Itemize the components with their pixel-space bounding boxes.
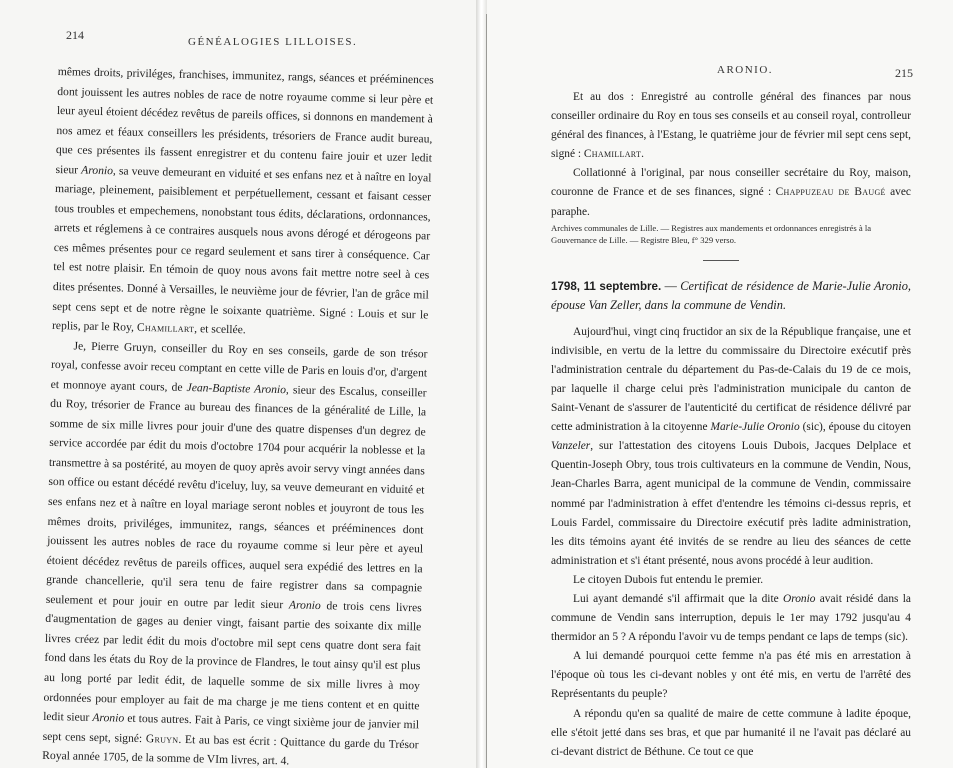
left-text-column [42, 62, 434, 768]
italic-text: Aronio [81, 163, 114, 178]
text-run: avait résidé dans la commune de Vendin sans interruption, depuis le 1er may 1792 jusqu'au 4 thermidor an 5 ? A répondu l'avoir vu de temps pendant ce laps de temps (sic). [551, 592, 911, 644]
paragraph [551, 705, 911, 762]
text-run: de trois cens livres d'augmentation de gages au denier vingt, faisant partie des soixante dix mille livres créez par ledit édit du mois d'octobre mil sept cens quatre dont sera fait fond dans les états du Roy de la province de Flandres, le tout ainsy qu'il est plus au long porté par ledit édit, de laquelle somme de six mille livres à moy ordonnées pour employer au fait de ma charge je me tiens content et en quitte ledit sieur [43, 598, 422, 724]
left-page [0, 0, 476, 768]
text-run: mêmes droits, priviléges, franchises, immunitez, rangs, séances et prééminences dont jouissent les autres nobles de race de notre royaume comme si leur père et leur ayeul étoient décédez revêtus de pareils offices, si donnons en mandement à nos amez et féaux conseillers les présidents, trésoriers de France audit bureau, que ces présentes ils fassent enregistrer et du contenu faire jouir et uzer ledit sieur [55, 64, 434, 177]
paragraph [551, 590, 911, 647]
text-run: Aujourd'hui, vingt cinq fructidor an six de la République française, une et indivisible, en vertu de la lettre du commissaire du Directoire exécutif près l'administration centrale du département du Pas-de-Calais du 19 de ce mois, par laquelle il charge celui près l'administration municipale du canton de Saint-Venant de s'assurer de l'autenticité du certificat de résidence délivré par cette administration à la citoyenne [551, 325, 911, 434]
text-run: (sic), épouse du citoyen [799, 421, 912, 434]
paragraph [551, 647, 911, 704]
act-heading [551, 277, 911, 315]
paragraph [551, 88, 911, 164]
text-run: , sa veuve demeurant en viduité et ses enfans nez et à naître en loyal mariage, pleinement, paisiblement et perpétuellement, cessant et faisant cesser tous troubles et empechemens, nonobstant tous édits, déclarations, ordonnances, arrets et réglemens à ce contraires ausquels nous avons dérogé et dérogeons par ces mêmes présentes pour ce regard seulement et sans tirer à conséquence. Car tel est notre plaisir. En témoin de quoy nous avons fait mettre notre seel à ces dites présentes. Donné à Versailles, le neuvième jour de février, l'an de grâce mil sept cens sept et de notre règne le soixante quatrième. Signé : Louis et sur le replis, par le Roy, [51, 164, 432, 334]
small-caps-name: Chamillart [136, 320, 195, 336]
text-run: . [641, 148, 644, 161]
paragraph [52, 62, 434, 344]
paragraph [551, 164, 911, 221]
italic-text: Aronio [92, 710, 125, 725]
text-run: . Et au bas est écrit : Quittance du garde du Trésor Royal année 1705, de la somme de VIm livres, art. 4. [42, 732, 419, 768]
text-run: Je, Pierre Gruyn, conseiller du Roy en ses conseils, garde de son trésor royal, confesse avoir receu comptant en cette ville de Paris en louis d'or, d'argent et monnoye ayant cours, de [50, 339, 428, 394]
enregistrement-paragraphs [551, 88, 911, 222]
text-run: Et au dos : Enregistré au controlle général des finances par nous conseiller ordinaire du Roy en tous ses conseils et au conseil royal, controlleur général des finances, à l'Estang, le quatrième jour de février mil sept cens sept, signé : [551, 91, 911, 161]
text-run: et tous autres. Fait à Paris, ce vingt sixième jour de janvier mil sept cens sept, signé: [42, 711, 420, 745]
text-run: avec paraphe. [551, 186, 911, 218]
right-text-column [551, 88, 911, 762]
text-run: , et scellée. [194, 322, 246, 337]
small-caps-name: Gruyn [145, 731, 179, 746]
paragraph [551, 323, 911, 571]
left-page-number: 214 [66, 28, 84, 42]
paragraph [42, 336, 428, 768]
italic-text: Oronio [782, 592, 816, 605]
act-dash: — [661, 278, 681, 293]
small-caps-name: Chamillart [583, 148, 642, 161]
text-run: A lui demandé pourquoi cette femme n'a pas été mis en arrestation à l'époque où tous les ci-devant nobles y ont été mis, en vertu de l'arrêté des Représentants du peuple? [551, 650, 911, 701]
paragraph [551, 571, 911, 590]
act-date: 1798, 11 septembre. [551, 279, 662, 293]
text-run: Lui ayant demandé s'il affirmait que la dite [573, 592, 783, 605]
italic-text: Aronio [288, 598, 321, 612]
text-run: A répondu qu'en sa qualité de maire de cette commune à ladite époque, elle s'étoit jetté dans ses bras, et que par humanité il ne l'avait pas déclaré au ci-devant district de Béthune. Ce tout ce que [551, 707, 911, 758]
left-running-head: GÉNÉALOGIES LILLOISES. [188, 36, 358, 48]
right-page-number: 215 [895, 66, 913, 80]
text-run: Le citoyen Dubois fut entendu le premier. [573, 573, 764, 586]
archive-footnote: Archives communales de Lille. — Registres aux mandements et ordonnances enregistrés à la Gouvernance de Lille. — Registre Bleu, f° 329 verso. [551, 222, 872, 245]
act-title: Certificat de résidence de Marie-Julie Aronio, épouse Van Zeller, dans la commune de Vendin. [551, 278, 912, 312]
text-run: , sieur des Escalus, conseiller du Roy, trésorier de France au bureau des finances de la généralité de Lille, la somme de six mille livres pour jouir d'une des quatre dispenses d'un degrez de service accordée par édit du mois d'octobre 1704 pour acquérir la noblesse et la transmettre à sa postérité, au moyen de quoy après avoir servy vingt années dans son office ou estant décédé revêtu d'iceluy, luy, sa veuve demeurant en viduité et ses enfans nez et à naître en loyal mariage seront nobles et jouyront de tous les mêmes droits, priviléges, immunitez, rangs, séances et prééminences dont jouissent les autres nobles de race du royaume comme si leur père et ayeul étoient décédez revêtus de pareils offices, auquel sera expédié des lettres en la grande chancellerie, qu'il sera tenu de faire registrer dans sa compagnie seulement et pour jouir en outre par ledit sieur [45, 383, 427, 612]
italic-text: Jean-Baptiste Aronio [186, 380, 287, 397]
text-run: Collationné à l'original, par nous conseiller secrétaire du Roy, maison, couronne de France et de ses finances, signé : [551, 167, 911, 199]
text-run: , sur l'attestation des citoyens Louis Dubois, Jacques Delplace et Quentin-Joseph Obry, tous trois cultivateurs en la commune de Vendin, Nous, Jean-Charles Barra, agent municipal de la commune de Vendin, commissaire nommé par l'administration à effet d'entendre les témoins ci-dessus repris, et Louis Fardel, commissaire du Directoire exécutif près ladite administration, les dits témoins ayant été invités de se rendre au lieu des séances de cette administration et s'i étant présenté, nous avons procédé à leur audition. [551, 440, 911, 567]
italic-text: Vanzeler [551, 440, 591, 453]
section-divider [703, 260, 739, 261]
right-running-head: ARONIO. [717, 64, 774, 76]
small-caps-name: Chappuzeau de Baugé [775, 186, 886, 199]
italic-text: Marie-Julie Oronio [710, 421, 800, 434]
certificate-paragraphs [551, 323, 911, 762]
